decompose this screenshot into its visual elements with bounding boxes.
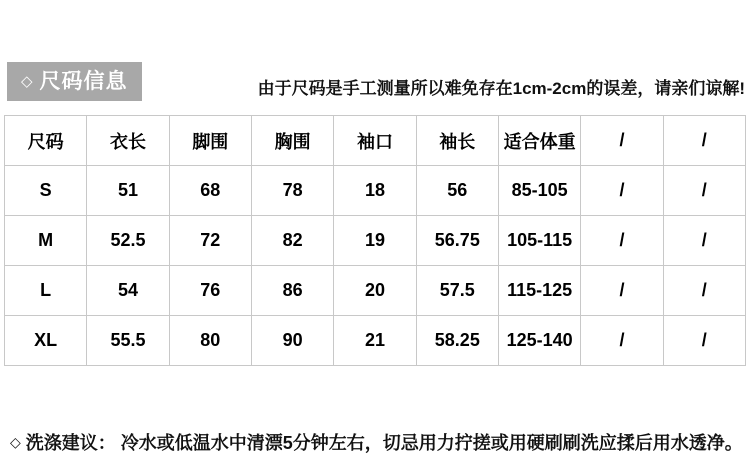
- table-cell: 125-140: [498, 316, 580, 366]
- column-header: 袖口: [334, 116, 416, 166]
- table-cell: /: [581, 166, 663, 216]
- table-cell: 58.25: [416, 316, 498, 366]
- table-cell: 19: [334, 216, 416, 266]
- table-cell: /: [663, 216, 745, 266]
- table-cell: 78: [251, 166, 333, 216]
- table-cell: 85-105: [498, 166, 580, 216]
- table-cell: /: [663, 316, 745, 366]
- table-cell: 105-115: [498, 216, 580, 266]
- column-header: 袖长: [416, 116, 498, 166]
- wash-advice: [10, 429, 743, 455]
- table-row: [5, 266, 746, 316]
- table-cell: 54: [87, 266, 169, 316]
- table-cell: 56.75: [416, 216, 498, 266]
- table-row: [5, 316, 746, 366]
- table-cell: 76: [169, 266, 251, 316]
- table-cell: 57.5: [416, 266, 498, 316]
- table-cell: 56: [416, 166, 498, 216]
- table-cell: 20: [334, 266, 416, 316]
- table-cell: 82: [251, 216, 333, 266]
- diamond-icon: ◇: [21, 73, 34, 90]
- table-header-row: [5, 116, 746, 166]
- column-header: /: [663, 116, 745, 166]
- column-header: /: [581, 116, 663, 166]
- table-cell: S: [5, 166, 87, 216]
- column-header: 尺码: [5, 116, 87, 166]
- table-row: [5, 216, 746, 266]
- table-cell: 21: [334, 316, 416, 366]
- size-table: [4, 115, 746, 366]
- diamond-icon: ◇: [10, 434, 21, 450]
- table-cell: XL: [5, 316, 87, 366]
- table-cell: /: [663, 166, 745, 216]
- column-header: 胸围: [251, 116, 333, 166]
- size-table-head: [5, 116, 746, 166]
- table-row: [5, 166, 746, 216]
- column-header: 适合体重: [498, 116, 580, 166]
- size-table-body: [5, 166, 746, 366]
- table-cell: /: [663, 266, 745, 316]
- table-cell: /: [581, 216, 663, 266]
- table-cell: 80: [169, 316, 251, 366]
- table-cell: 55.5: [87, 316, 169, 366]
- table-cell: /: [581, 316, 663, 366]
- table-cell: M: [5, 216, 87, 266]
- table-cell: 115-125: [498, 266, 580, 316]
- table-cell: 18: [334, 166, 416, 216]
- table-cell: 68: [169, 166, 251, 216]
- table-cell: 90: [251, 316, 333, 366]
- size-info-badge-label: 尺码信息: [39, 70, 128, 93]
- table-cell: 72: [169, 216, 251, 266]
- table-cell: L: [5, 266, 87, 316]
- column-header: 衣长: [87, 116, 169, 166]
- table-cell: 86: [251, 266, 333, 316]
- table-cell: /: [581, 266, 663, 316]
- table-cell: 51: [87, 166, 169, 216]
- column-header: 脚围: [169, 116, 251, 166]
- measurement-disclaimer: 由于尺码是手工测量所以难免存在1cm-2cm的误差，请亲们谅解!: [257, 79, 745, 98]
- size-info-badge: [7, 62, 142, 101]
- wash-advice-text: 洗涤建议： 冷水或低温水中清漂5分钟左右，切忌用力拧搓或用硬刷刷洗应揉后用水透净。: [25, 433, 743, 453]
- table-cell: 52.5: [87, 216, 169, 266]
